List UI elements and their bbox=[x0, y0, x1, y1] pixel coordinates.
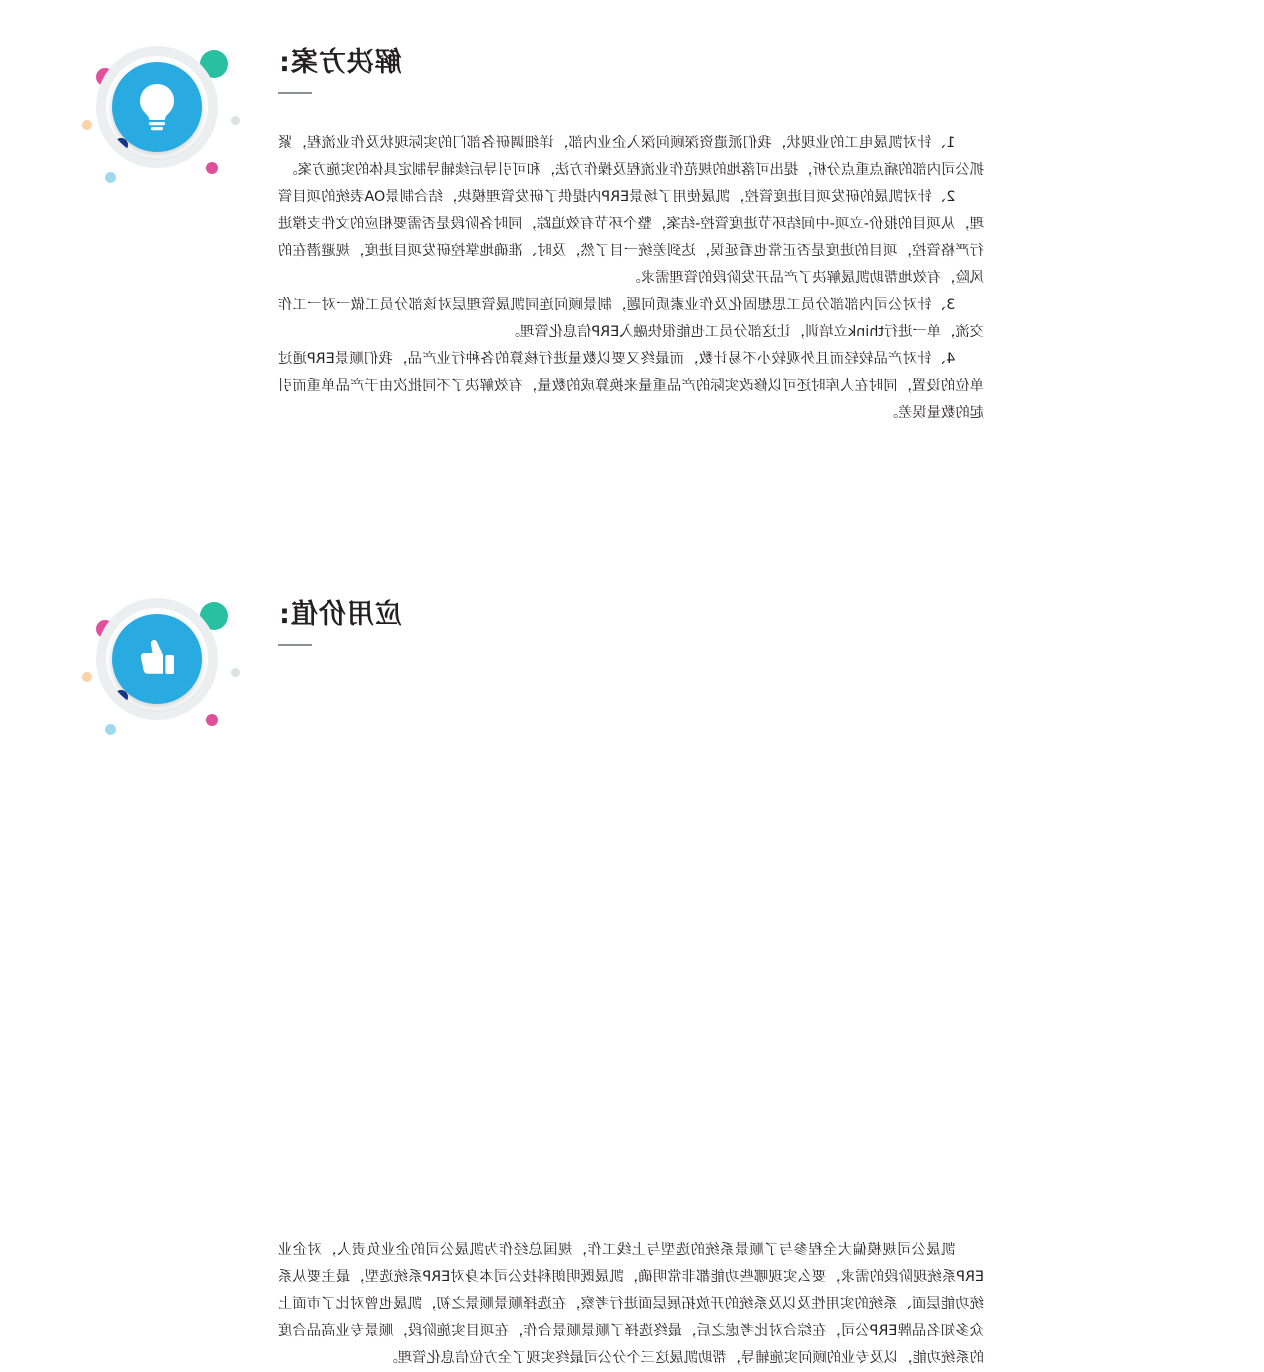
decor-dot-gray bbox=[231, 116, 240, 125]
value-paragraph: 凯晟公司规模偏大全程参与了顺景系统的选型与上线工作，规国总经作为凯晟公司的企业负责人，对企业ERP系统现阶段的需求，要么实现哪些功能都非常明确，凯晟既明朗科技公司本身对ERP系统选型，最主要从系统功能层面、系统的实用性及以及系统的开放拓展层面进行考察，在选择顺景顺景之初，凯晟也曾对比了市面上众多知名品牌ERP公司，在综合对比考虑之后，最终选择了顺景顺景合作，在项目实施阶段，顺景专业高品合度的系统功能，以及专业的顾问实施辅导，帮助凯晟这三个分公司最终实现了全方位信息化管理。 bbox=[278, 1242, 984, 1366]
thumbs-up-icon bbox=[133, 635, 181, 683]
solution-paragraph: 3、针对公司内部部分员工思想固化及作业素质问题，制景顾问连同凯晟管理层对该部分员工做一对一工作交流，单一进行think立培训，让这部分员工也能很快融入ERP信息化管理。 bbox=[278, 297, 984, 340]
solution-body bbox=[278, 130, 984, 427]
value-body bbox=[278, 1237, 984, 1372]
decor-dot-pink-small bbox=[206, 714, 218, 726]
solution-title: 解决方案: bbox=[278, 47, 402, 78]
solution-heading-row bbox=[0, 0, 1264, 150]
decor-dot-pink-small bbox=[206, 162, 218, 174]
lightbulb-icon bbox=[133, 81, 181, 133]
value-title: 应用价值: bbox=[278, 599, 402, 630]
value-title-rule bbox=[278, 644, 312, 646]
solution-paragraph: 2、针对凯晟的研发项目进度管控，凯晟使用了场景ERP内提供了研发管理模块，结合制景OA表统的项目管理，从项目的报价-立项-中间结环节进度管控-结案，整个环节有效追踪，同时各阶段是否需要相应的文件支撑进行严格管控，项目的进度是否正常也看延误，达到差统一目了然，及时、准确地掌控研发项目进度，规避潜在的风险，有效地帮助凯晟解决了产品开发阶段的管理需求。 bbox=[278, 189, 984, 286]
value-heading-row bbox=[0, 552, 1264, 702]
decor-dot-peach bbox=[82, 120, 92, 130]
solution-paragraph: 1、针对凯晟电工的业现状，我们派遣资深顾问深入企业内部，详细调研各部门的实际现状及作业流程，紧抓公司内部的痛点重点分析，提出可落地的规范作业流程及操作方法，和可引导后续辅导制定具体的实施方案。 bbox=[278, 135, 984, 178]
decor-dot-lightblue bbox=[105, 724, 116, 735]
solution-title-rule bbox=[278, 92, 312, 94]
section-solution bbox=[0, 0, 1264, 421]
section-value bbox=[0, 552, 1264, 1366]
decor-dot-peach bbox=[82, 672, 92, 682]
solution-paragraph: 4、针对产品较轻而且外观较小不易计数，而最终又要以数量进行核算的各种行业产品，我们顺景ERP通过单位的设置，同时在人库时还可以修改实际的产品重量来换算成的数量，有效解决了不同批次由于产品单重而引起的数量误差。 bbox=[278, 351, 984, 421]
decor-dot-lightblue bbox=[105, 172, 116, 183]
decor-dot-gray bbox=[231, 668, 240, 677]
